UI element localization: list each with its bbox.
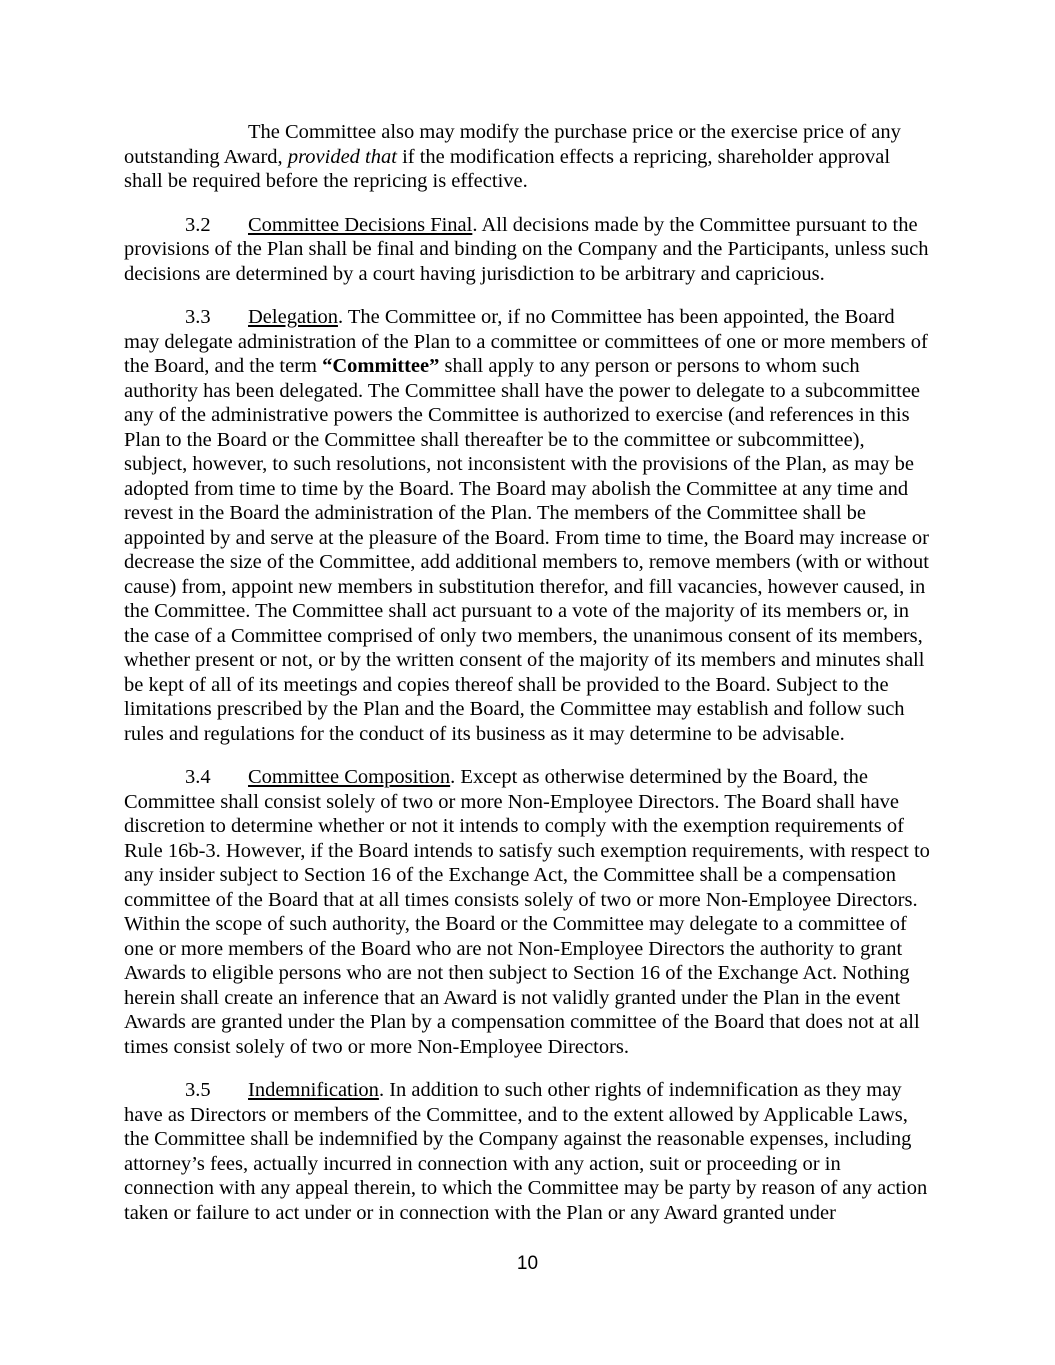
text-run: if the modification effects a repricing, shareholder approval shall be required before the repricing is effective.	[124, 145, 891, 192]
page-number: 10	[516, 1253, 539, 1274]
section-heading: Committee Decisions Final	[248, 213, 473, 236]
section-heading: Delegation	[248, 306, 338, 328]
text-run: . All decisions made by the Committee pursuant to the provisions of the Plan shall be final and binding on the Company and the Participants, unless such decisions are determined by a court having jurisdiction to be arbitrary and capricious.	[124, 213, 929, 285]
text-run: . In addition to such other rights of indemnification as they may have as Directors or members of the Committee, and to the extent allowed by Applicable Laws, the Committee shall be indemnified by the Company against the reasonable expenses, including attorney’s fees, actually incurred in connection with any action, suit or proceeding or in connection with any appeal therein, to which the Committee may be party by reason of any action taken or failure to act under or in connection with the Plan or any Award granted under	[124, 1079, 928, 1224]
document-body	[124, 120, 932, 1244]
section-number: 3.4	[185, 766, 211, 788]
section-paragraph	[124, 765, 932, 1059]
text-run: shall apply to any person or persons to whom such authority has been delegated. The Committee shall have the power to delegate to a subcommittee any of the administrative powers the Committee is authorized to exercise (and references in this Plan to the Board or the Committee shall thereafter be to the committee or subcommittee), subject, however, to such resolutions, not inconsistent with the provisions of the Plan, as may be adopted from time to time by the Board. The Board may abolish the Committee at any time and revest in the Board the administration of the Plan. The members of the Committee shall be appointed by and serve at the pleasure of the Board. From time to time, the Board may increase or decrease the size of the Committee, add additional members to, remove members (with or without cause) from, appoint new members in substitution therefor, and fill vacancies, however caused, in the Committee. The Committee shall act pursuant to a vote of the majority of its members or, in the case of a Committee comprised of only two members, the unanimous consent of its members, whether present or not, or by the written consent of the majority of its members and minutes shall be kept of all of its meetings and copies thereof shall be provided to the Board. Subject to the limitations prescribed by the Plan and the Board, the Committee may establish and follow such rules and regulations for the conduct of its business as it may determine to be advisable.	[124, 355, 929, 745]
section-paragraph	[124, 213, 932, 287]
text-run: The Committee also may modify the purchase price or the exercise price of any outstanding Award,	[124, 121, 901, 168]
section-number: 3.5	[185, 1079, 211, 1101]
section-number: 3.3	[185, 306, 211, 328]
section-heading: Indemnification	[248, 1079, 379, 1101]
text-run: “Committee”	[322, 355, 440, 377]
section-paragraph	[124, 1078, 932, 1225]
section-heading: Committee Composition	[248, 766, 451, 788]
text-run: . The Committee or, if no Committee has been appointed, the Board may delegate administration of the Plan to a committee or committees of one or more members of the Board, and the term	[124, 306, 928, 377]
section-number: 3.2	[185, 213, 211, 236]
body-paragraph	[124, 120, 932, 194]
text-run: . Except as otherwise determined by the Board, the Committee shall consist solely of two or more Non-Employee Directors. The Board shall have discretion to determine whether or not it intends to comply with the exemption requirements of Rule 16b-3. However, if the Board intends to satisfy such exemption requirements, with respect to any insider subject to Section 16 of the Exchange Act, the Committee shall be a compensation committee of the Board that at all times consists solely of two or more Non-Employee Directors. Within the scope of such authority, the Board or the Committee may delegate to a committee of one or more members of the Board who are not Non-Employee Directors the authority to grant Awards to eligible persons who are not then subject to Section 16 of the Exchange Act. Nothing herein shall create an inference that an Award is not validly granted under the Plan in the event Awards are granted under the Plan by a compensation committee of the Board that does not at all times consist solely of two or more Non-Employee Directors.	[124, 766, 930, 1058]
text-run: provided that	[287, 145, 397, 168]
section-paragraph	[124, 305, 932, 746]
